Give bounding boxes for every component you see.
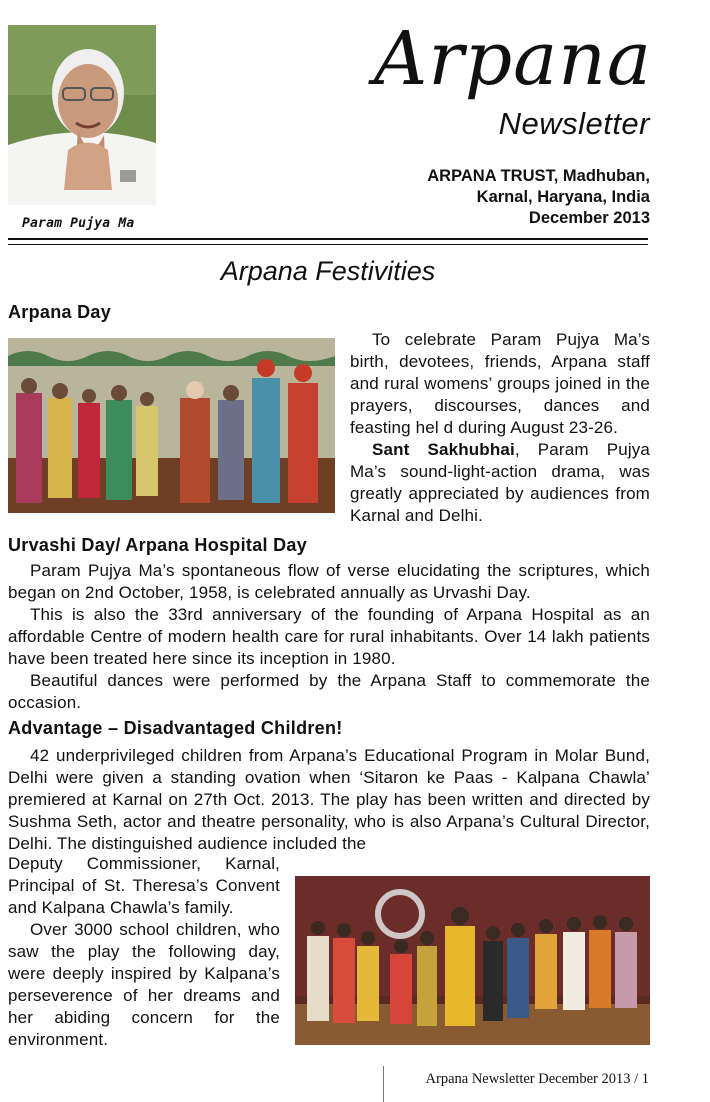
urvashi-day-text bbox=[8, 560, 650, 714]
drama-title: Sant Sakhubhai bbox=[372, 440, 515, 459]
portrait-caption: Param Pujya Ma bbox=[22, 216, 135, 231]
advantage-text-full-width bbox=[8, 745, 650, 855]
arpana-day-para-1: To celebrate Param Pujya Ma’s birth, devotees, friends, Arpana staff and rural womens’ groups joined in the prayers, discourses, dances and feasting hel d during August 23-26. bbox=[350, 330, 650, 437]
arpana-day-stage-photo bbox=[8, 338, 335, 513]
advantage-para-2: Over 3000 school children, who saw the play the following day, were deeply inspired by Kalpana’s perseverence of her dreams and her abiding concern for the environment. bbox=[8, 920, 280, 1049]
advantage-para-1: 42 underprivileged children from Arpana’s Educational Program in Molar Bund, Delhi were given a standing ovation when ‘Sitaron ke Paas - Kalpana Chawla’ premiered at Karnal on 27th Oct. 2013. The play has been written and directed by Sushma Seth, actor and theatre personality, who is also Arpana’s Cultural Director, Delhi. The distinguished audience included the bbox=[8, 746, 650, 853]
page-footer: Arpana Newsletter December 2013 / 1 bbox=[425, 1071, 649, 1087]
advantage-heading: Advantage – Disadvantaged Children! bbox=[8, 718, 343, 738]
children-play-photo bbox=[295, 876, 650, 1045]
urvashi-day-para-1: Param Pujya Ma’s spontaneous flow of verse elucidating the scriptures, which began on 2nd October, 1958, is celebrated annually as Urvashi Day. bbox=[8, 561, 650, 602]
header-divider-thick bbox=[8, 238, 648, 240]
footer-divider bbox=[383, 1066, 384, 1102]
issue-date: December 2013 bbox=[528, 209, 650, 227]
advantage-para-1-continued: Deputy Commissioner, Karnal, Principal of St. Theresa’s Convent and Kalpana Chawla’s family. bbox=[8, 854, 280, 917]
urvashi-day-heading: Urvashi Day/ Arpana Hospital Day bbox=[8, 535, 308, 555]
portrait-photo bbox=[8, 25, 156, 205]
header-divider-thin bbox=[8, 244, 648, 245]
arpana-day-heading: Arpana Day bbox=[8, 302, 112, 322]
urvashi-day-para-3: Beautiful dances were performed by the Arpana Staff to commemorate the occasion. bbox=[8, 671, 650, 712]
arpana-day-text bbox=[350, 329, 650, 527]
org-line-2: Karnal, Haryana, India bbox=[476, 188, 650, 206]
advantage-text-column bbox=[8, 853, 280, 1051]
org-line-1: ARPANA TRUST, Madhuban, bbox=[427, 167, 650, 185]
arpana-day-para-2 bbox=[350, 439, 650, 527]
drama-description: , Param Pujya Ma’s sound-light-action drama, was greatly appreciated by audiences from Karnal and Delhi. bbox=[350, 440, 650, 525]
newsletter-title: Arpana bbox=[373, 16, 652, 102]
urvashi-day-para-2: This is also the 33rd anniversary of the founding of Arpana Hospital as an affordable Centre of modern health care for rural inhabitants. Over 14 lakh patients have been treated here since its inception in 1980. bbox=[8, 605, 650, 668]
section-title: Arpana Festivities bbox=[220, 256, 436, 286]
newsletter-subtitle: Newsletter bbox=[498, 106, 650, 141]
